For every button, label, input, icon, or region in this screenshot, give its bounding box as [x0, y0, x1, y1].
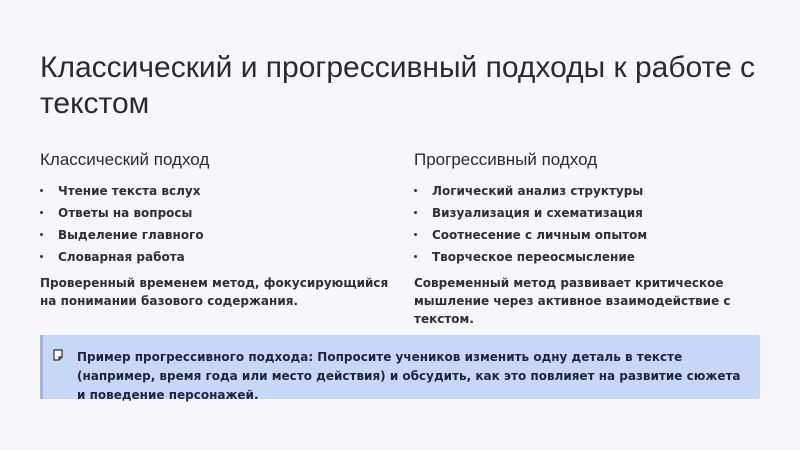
list-item-label: Визуализация и схематизация — [432, 206, 643, 220]
progressive-approach-heading: Прогрессивный подход — [414, 150, 598, 169]
note-icon — [53, 349, 63, 361]
bullet-icon — [414, 189, 417, 192]
list-item — [414, 246, 764, 268]
bullet-icon — [40, 233, 43, 236]
bullet-icon — [40, 255, 43, 258]
progressive-approach-column — [414, 150, 764, 328]
callout-text: Пример прогрессивного подхода: Попросите учеников изменить одну деталь в тексте (например, время года или место действия) и обсудить, как это повлияет на развитие сюжета и поведение персонажей. — [77, 350, 741, 402]
list-item-label: Выделение главного — [58, 228, 204, 242]
list-item — [414, 224, 764, 246]
list-item — [40, 202, 390, 224]
list-item-label: Логический анализ структуры — [432, 184, 644, 198]
list-item — [40, 246, 390, 268]
callout-accent-bar — [40, 335, 43, 399]
progressive-approach-description: Современный метод развивает критическое мышление через активное взаимодействие с текстом. — [414, 276, 731, 326]
classic-approach-description: Проверенный временем метод, фокусирующийся на понимании базового содержания. — [40, 276, 389, 308]
bullet-icon — [414, 255, 417, 258]
list-item — [414, 180, 764, 202]
list-item-label: Ответы на вопросы — [58, 206, 193, 220]
list-item — [40, 180, 390, 202]
progressive-approach-list — [414, 180, 764, 268]
bullet-icon — [414, 233, 417, 236]
classic-approach-heading: Классический подход — [40, 150, 210, 169]
bullet-icon — [40, 189, 43, 192]
bullet-icon — [414, 211, 417, 214]
list-item-label: Творческое переосмысление — [432, 250, 635, 264]
list-item-label: Чтение текста вслух — [58, 184, 201, 198]
list-item — [414, 202, 764, 224]
slide-title: Классический и прогрессивный подходы к работе с текстом — [40, 51, 755, 120]
list-item — [40, 224, 390, 246]
bullet-icon — [40, 211, 43, 214]
list-item-label: Словарная работа — [58, 250, 185, 264]
list-item-label: Соотнесение с личным опытом — [432, 228, 648, 242]
example-callout — [40, 335, 760, 402]
classic-approach-list — [40, 180, 390, 268]
classic-approach-column — [40, 150, 390, 310]
